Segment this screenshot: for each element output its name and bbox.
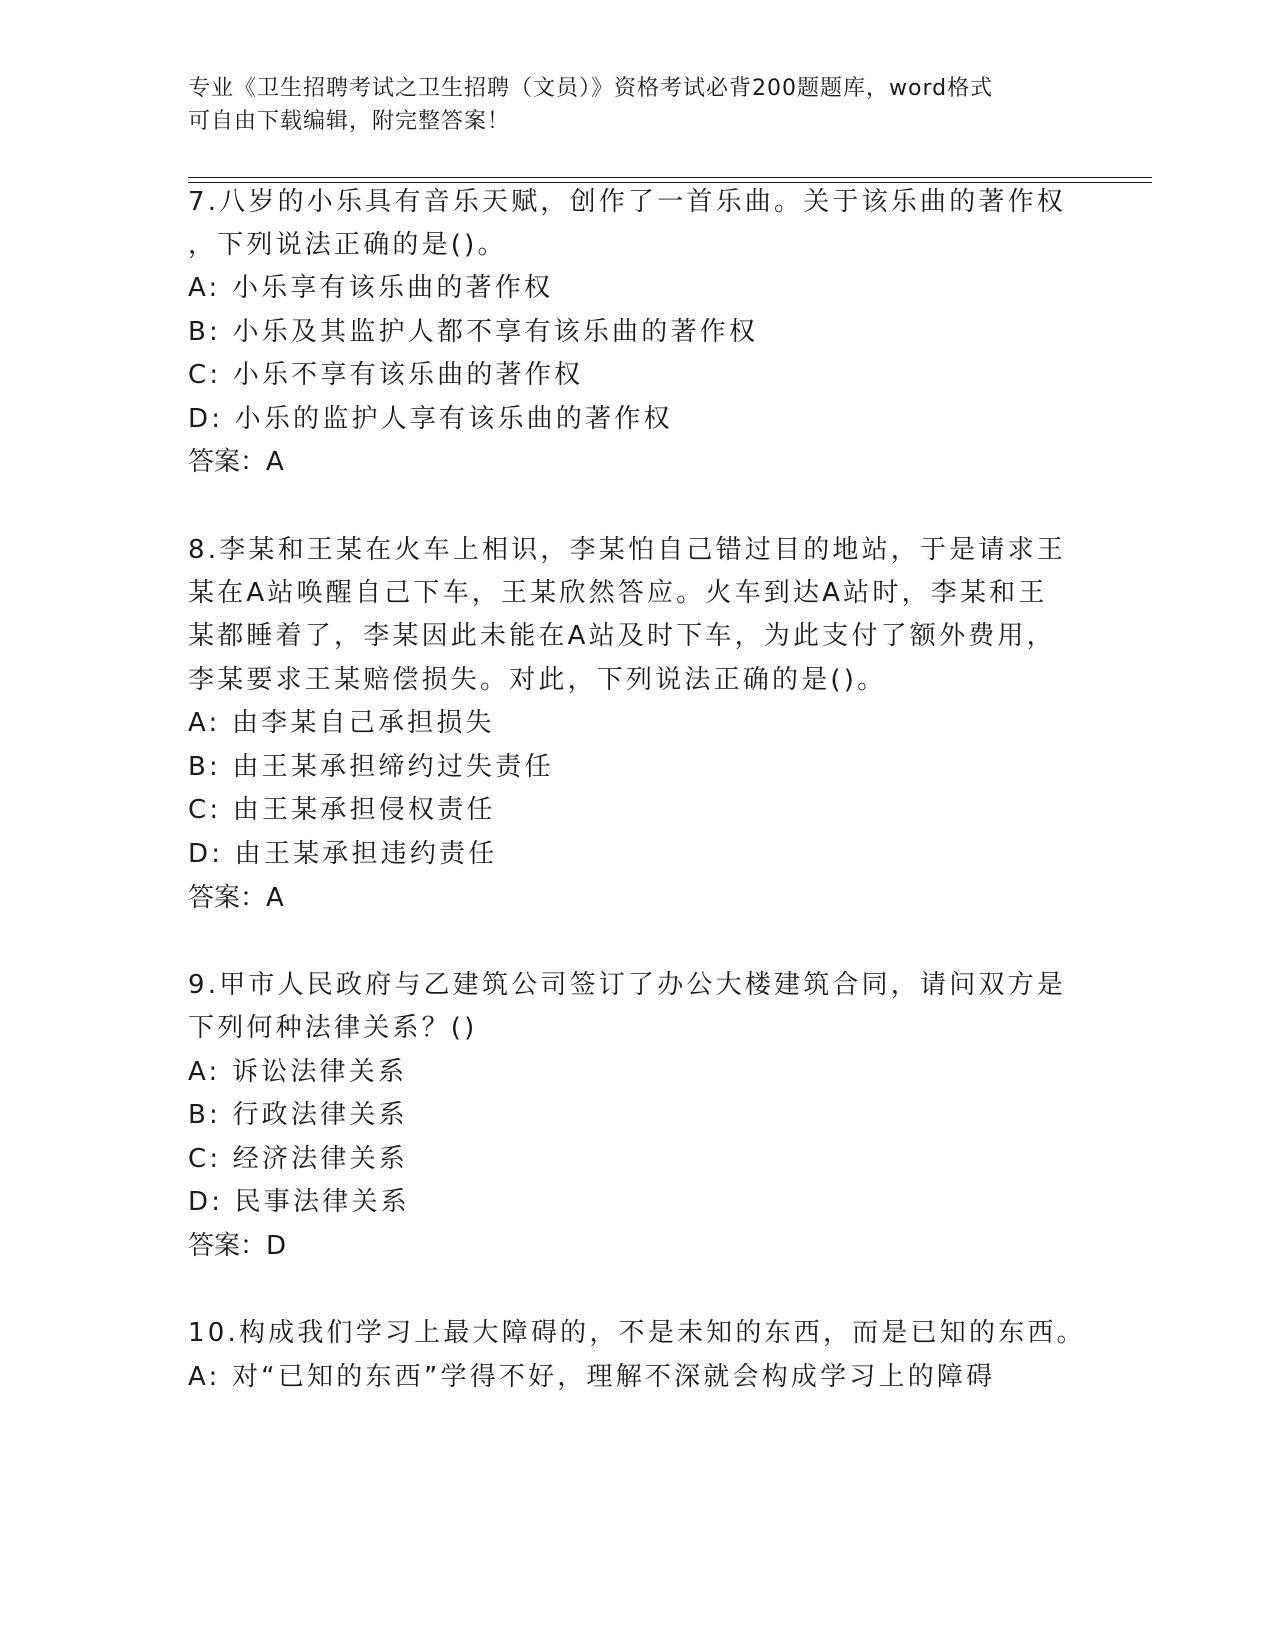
question-7-option-c: C: 小乐不享有该乐曲的著作权 bbox=[188, 360, 584, 390]
question-9-option-c: C: 经济法律关系 bbox=[188, 1144, 408, 1174]
question-8-option-b: B: 由王某承担缔约过失责任 bbox=[188, 752, 554, 782]
question-8-option-a: A: 由李某自己承担损失 bbox=[188, 708, 495, 738]
header-line-1: 专业《卫生招聘考试之卫生招聘（文员）》资格考试必背200题题库，word格式 bbox=[188, 76, 994, 101]
question-8-option-d: D: 由王某承担违约责任 bbox=[188, 839, 498, 869]
question-7-stem-line-2: ，下列说法正确的是()。 bbox=[188, 230, 507, 260]
question-8-answer: 答案：A bbox=[188, 883, 284, 913]
question-7-stem-line-1: 7.八岁的小乐具有音乐天赋，创作了一首乐曲。关于该乐曲的著作权 bbox=[188, 187, 1067, 217]
question-10-stem-line-1: 10.构成我们学习上最大障碍的，不是未知的东西，而是已知的东西。 bbox=[188, 1318, 1086, 1348]
header-line-2: 可自由下载编辑，附完整答案！ bbox=[188, 109, 511, 134]
question-9-stem-line-1: 9.甲市人民政府与乙建筑公司签订了办公大楼建筑合同，请问双方是 bbox=[188, 970, 1067, 1000]
question-8-stem-line-4: 李某要求王某赔偿损失。对此，下列说法正确的是()。 bbox=[188, 665, 887, 695]
question-8-stem-line-2: 某在A站唤醒自己下车，王某欣然答应。火车到达A站时，李某和王 bbox=[188, 578, 1048, 608]
question-8-stem-line-1: 8.李某和王某在火车上相识，李某怕自己错过目的地站，于是请求王 bbox=[188, 535, 1067, 565]
question-7-option-d: D: 小乐的监护人享有该乐曲的著作权 bbox=[188, 404, 673, 434]
document-header bbox=[188, 72, 1068, 138]
question-9-option-d: D: 民事法律关系 bbox=[188, 1187, 410, 1217]
question-9-option-b: B: 行政法律关系 bbox=[188, 1100, 408, 1130]
question-7-option-a: A: 小乐享有该乐曲的著作权 bbox=[188, 273, 554, 303]
question-9-stem-line-2: 下列何种法律关系？() bbox=[188, 1013, 478, 1043]
question-8-stem-line-3: 某都睡着了，李某因此未能在A站及时下车，为此支付了额外费用， bbox=[188, 621, 1056, 651]
header-divider bbox=[188, 177, 1152, 183]
question-7-answer: 答案：A bbox=[188, 447, 284, 477]
question-9-option-a: A: 诉讼法律关系 bbox=[188, 1057, 408, 1087]
question-10-option-a: A: 对“已知的东西”学得不好，理解不深就会构成学习上的障碍 bbox=[188, 1362, 996, 1392]
question-8-option-c: C: 由王某承担侵权责任 bbox=[188, 795, 496, 825]
question-9-answer: 答案：D bbox=[188, 1231, 287, 1261]
question-7-option-b: B: 小乐及其监护人都不享有该乐曲的著作权 bbox=[188, 317, 759, 347]
